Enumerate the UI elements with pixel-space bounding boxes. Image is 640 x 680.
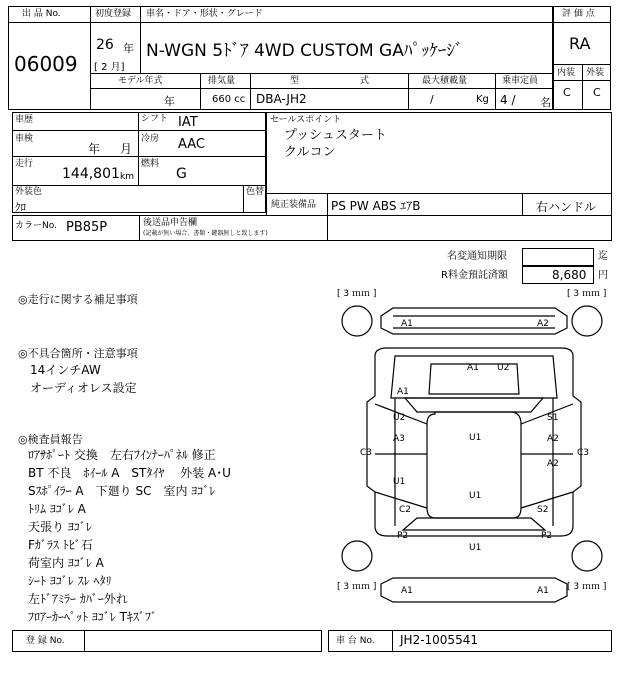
exterior-label: 外装: [586, 68, 605, 78]
name-change-box: [522, 248, 594, 266]
inspector-line-10: ﾌﾛｱｰｶｰﾍﾟｯﾄ ﾖｺﾞﾚ Tｷｽﾞﾌﾞ: [28, 610, 157, 624]
chassis-label: 車 台 No.: [336, 636, 375, 646]
ac-label: 冷房: [141, 134, 160, 144]
shift-value: IAT: [178, 115, 198, 130]
left-mark-6: P2: [397, 531, 409, 541]
details-grid: [12, 112, 266, 213]
mileage-value: 144,801: [62, 166, 120, 182]
mileage-unit: km: [120, 172, 134, 182]
grade-label: 評 価 点: [562, 9, 595, 19]
right-mark-4: A2: [547, 459, 559, 469]
history-label: 車歴: [15, 115, 34, 125]
inspection-label: 車検: [15, 134, 34, 144]
car-damage-diagram: [335, 286, 613, 626]
equipment-value: PS PW ABS ｴｱB: [331, 199, 421, 213]
left-mark-4: U1: [393, 477, 406, 487]
tire-depth-rear-right: [ 3 ｍｍ ]: [567, 582, 607, 592]
sales-point-1: プッシュスタート: [284, 128, 387, 143]
recycle-label: R料金預託済額: [441, 270, 508, 281]
right-mark-5: S2: [537, 505, 549, 515]
inspector-line-4: ﾄﾘﾑ ﾖｺﾞﾚ A: [28, 502, 86, 516]
inspector-line-6: Fｶﾞﾗｽ ﾄﾋﾞ石: [28, 538, 93, 552]
grade-value: RA: [569, 34, 591, 53]
defect-2: オーディオレス設定: [30, 381, 137, 395]
center-mark-1: U1: [469, 433, 482, 443]
color-no-label: カラーNo.: [15, 221, 57, 231]
inspection-year: 年: [88, 142, 101, 156]
left-mark-1: U2: [393, 413, 406, 423]
inspector-line-5: 天張り ﾖｺﾞﾚ: [28, 520, 92, 534]
fuel-value: G: [176, 166, 187, 182]
rear-bumper-right: A1: [537, 586, 549, 596]
type-label-2: 式: [360, 76, 370, 86]
defects-title: ◎不具合箇所・注意事項: [18, 347, 138, 360]
year-char: 年: [123, 42, 134, 55]
interior-label: 内装: [557, 68, 576, 78]
driving-title: ◎走行に関する補足事項: [18, 293, 138, 306]
front-bumper-left: A1: [401, 319, 413, 329]
tire-depth-front-right: [ 3 ｍｍ ]: [567, 289, 607, 299]
load-value: /: [430, 93, 434, 106]
tire-depth-front-left: [ 3 ｍｍ ]: [337, 289, 377, 299]
equipment-label: 純正装備品: [271, 200, 317, 210]
recycle-unit: 円: [598, 270, 608, 281]
registration-label: 登 録 No.: [26, 636, 65, 646]
capacity-unit: 名: [540, 96, 551, 109]
left-mark-5: C2: [399, 505, 412, 515]
car-name: N-WGN 5ﾄﾞｱ 4WD CUSTOM GAﾊﾟｯｹｰｼﾞ: [146, 41, 464, 61]
interior-grade: C: [563, 86, 571, 99]
inspector-line-1: ﾛｱｻﾎﾟｰﾄ 交換 左右ﾌｲﾝﾅｰﾊﾟﾈﾙ 修正: [28, 448, 216, 462]
chassis-number: JH2-1005541: [400, 633, 478, 647]
first-reg-month: [ 2 月]: [94, 62, 125, 73]
load-unit: Kg: [476, 94, 489, 105]
sales-point-label: セールスポイント: [270, 115, 342, 125]
shift-label: シフト: [141, 114, 169, 124]
car-info-label: 車名・ドア・形状・グレード: [146, 9, 263, 19]
color-no-value: PB85P: [66, 220, 108, 235]
color-label: 外装色: [15, 187, 43, 197]
mileage-label: 走行: [15, 159, 34, 169]
left-mark-3: C3: [360, 448, 373, 458]
first-reg-label: 初度登録: [95, 9, 132, 19]
right-mark-2: A2: [547, 434, 559, 444]
right-mark-6: P2: [541, 531, 553, 541]
hood-mark-1: A1: [467, 363, 479, 373]
load-label: 最大積載量: [422, 76, 468, 86]
color-value: ｸﾛ: [15, 201, 26, 214]
ac-value: AAC: [178, 137, 205, 152]
inspector-line-2: BT 不良 ﾎｲｰﾙ A STﾀｲﾔ 外装 A･U: [28, 466, 231, 480]
model-year-value: 年: [164, 95, 175, 108]
exterior-grade: C: [593, 86, 601, 99]
inspector-title: ◎検査員報告: [18, 433, 83, 446]
inspector-line-7: 荷室内 ﾖｺﾞﾚ A: [28, 556, 104, 570]
inspector-line-3: Sｽﾎﾟｲﾗｰ A 下廻り SC 室内 ﾖｺﾞﾚ: [28, 484, 216, 498]
left-fender-mark: A1: [397, 387, 409, 397]
front-bumper-right: A2: [537, 319, 549, 329]
tire-depth-rear-left: [ 3 ｍｍ ]: [337, 582, 377, 592]
lot-label: 出 品 No.: [22, 9, 61, 19]
sales-point-2: クルコン: [284, 145, 336, 160]
first-reg-year: 26: [96, 37, 114, 53]
type-value: DBA-JH2: [256, 92, 307, 106]
inspector-line-8: ｼｰﾄ ﾖｺﾞﾚ ｽﾚ ﾍﾀﾘ: [28, 574, 112, 588]
lot-number: 06009: [14, 52, 78, 76]
capacity-label: 乗車定員: [502, 76, 539, 86]
right-mark-1: S1: [547, 413, 559, 423]
displacement-value: 660 cc: [212, 94, 246, 105]
inspection-month: 月: [120, 142, 133, 156]
color-change-label: 色替: [246, 187, 265, 197]
displacement-label: 排気量: [208, 76, 236, 86]
hood-mark-2: U2: [497, 363, 510, 373]
name-change-label: 名変通知期限: [447, 251, 507, 262]
rear-bumper-left: A1: [401, 586, 413, 596]
model-year-label: モデル年式: [118, 76, 163, 86]
center-mark-2: U1: [469, 491, 482, 501]
name-change-unit: 迄: [598, 251, 608, 262]
inspector-line-9: 左ﾄﾞｱﾐﾗｰ ｶﾊﾞｰ外れ: [28, 592, 128, 606]
defect-1: 14インチAW: [30, 363, 101, 377]
type-label: 型: [290, 76, 300, 86]
fuel-label: 燃料: [141, 159, 160, 169]
aftermarket-label: 後送品申告欄: [143, 218, 198, 228]
left-mark-2: A3: [393, 434, 405, 444]
center-mark-3: U1: [469, 543, 482, 553]
handle-value: 右ハンドル: [536, 200, 597, 214]
right-mark-3: C3: [577, 448, 590, 458]
recycle-value: 8,680: [552, 268, 587, 282]
aftermarket-note: (記載が無い場合、書類・鍵器無しと致します): [143, 230, 268, 237]
capacity-value: 4 /: [500, 93, 516, 107]
